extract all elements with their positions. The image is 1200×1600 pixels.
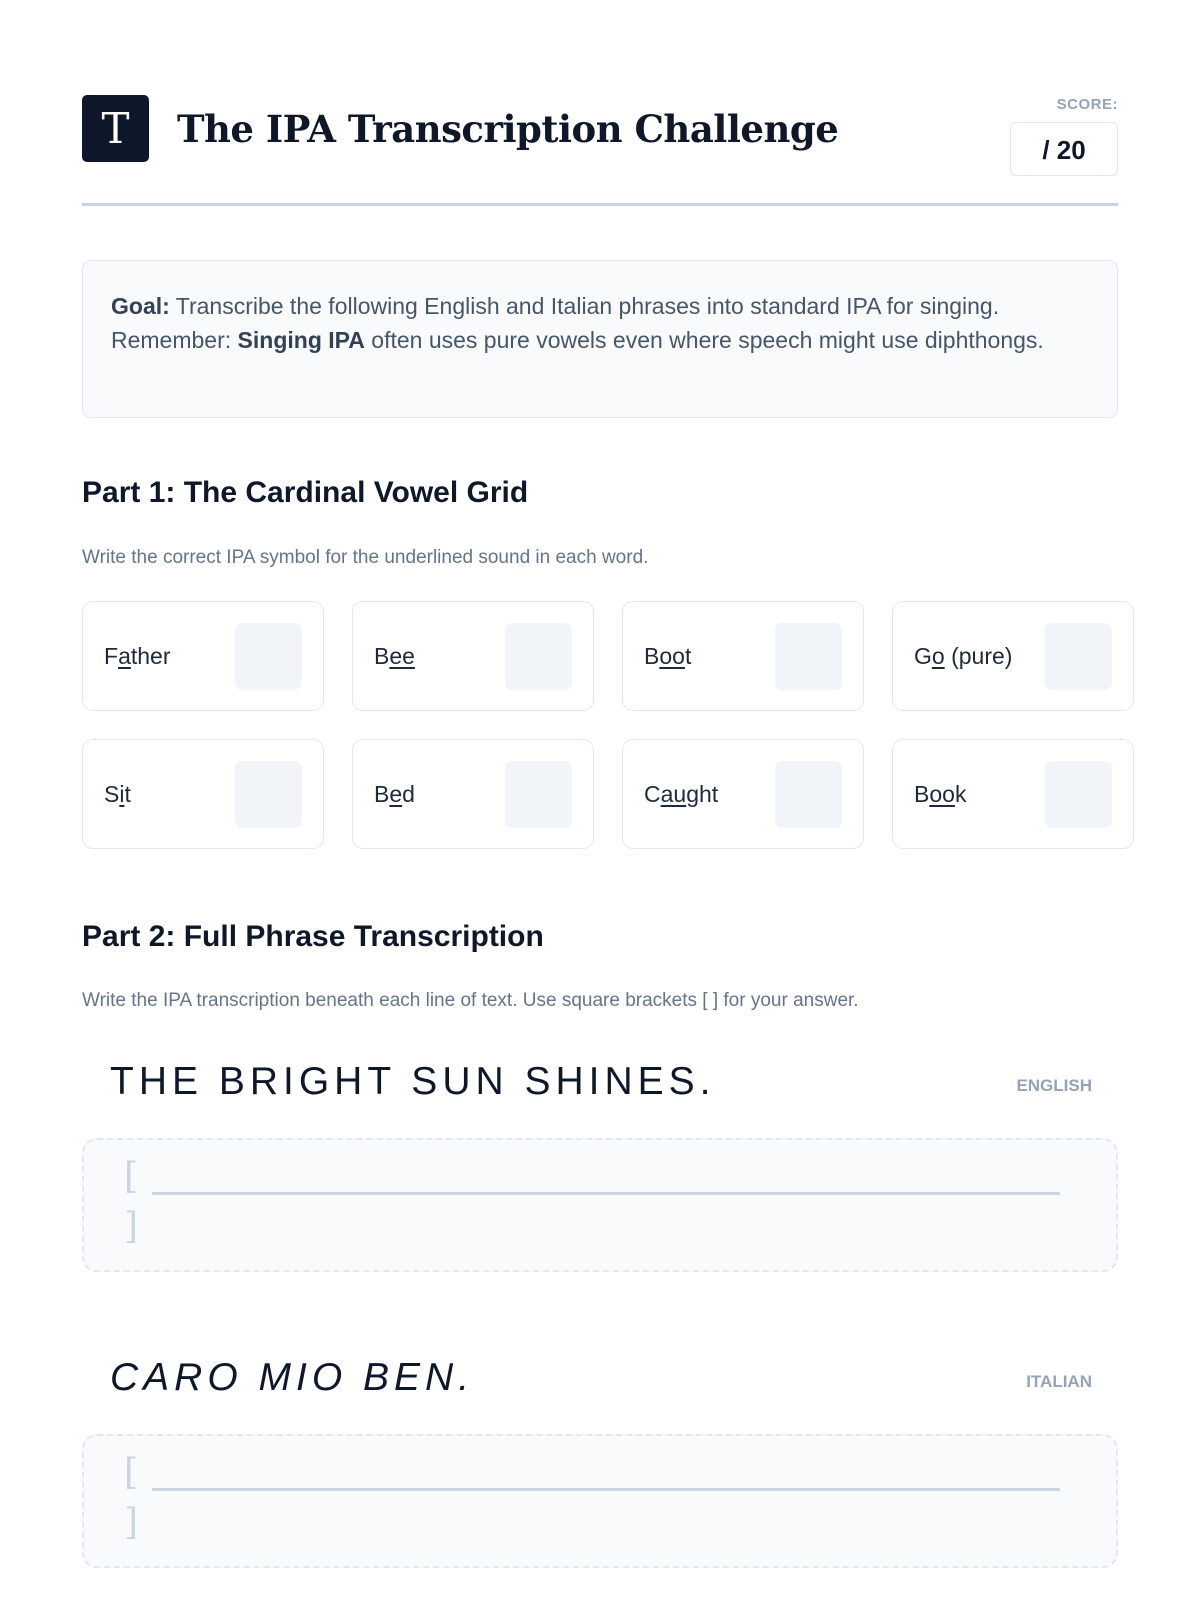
vowel-word: Caught [644, 780, 719, 807]
vowel-answer-input[interactable] [235, 761, 302, 828]
goal-remember: Remember: [111, 327, 238, 353]
part1-title: Part 1: The Cardinal Vowel Grid [82, 476, 529, 509]
phrase-answer-box[interactable] [82, 1138, 1118, 1272]
vowel-word: Bee [374, 642, 415, 669]
open-bracket: [ [124, 1452, 139, 1493]
close-bracket: ] [124, 1206, 139, 1247]
vowel-word: Go (pure) [914, 642, 1013, 669]
vowel-word: Boot [644, 642, 692, 669]
vowel-card [622, 601, 864, 711]
part2-title: Part 2: Full Phrase Transcription [82, 920, 544, 953]
language-label: ITALIAN [1026, 1372, 1092, 1391]
vowel-card [892, 601, 1134, 711]
vowel-word: Book [914, 780, 967, 807]
vowel-word: Bed [374, 780, 415, 807]
vowel-answer-input[interactable] [1045, 761, 1112, 828]
phrase-text: CARO MIO BEN. [110, 1356, 475, 1399]
vowel-card [82, 601, 324, 711]
vowel-card [352, 739, 594, 849]
vowel-answer-input[interactable] [235, 623, 302, 690]
vowel-word: Father [104, 642, 171, 669]
vowel-card [622, 739, 864, 849]
phrase-text: THE BRIGHT SUN SHINES. [110, 1060, 716, 1103]
vowel-grid [82, 601, 1118, 849]
score-box[interactable]: / 20 [1010, 122, 1118, 176]
vowel-answer-input[interactable] [505, 761, 572, 828]
vowel-answer-input[interactable] [505, 623, 572, 690]
logo: T [82, 95, 149, 162]
part2-description: Write the IPA transcription beneath each line of text. Use square brackets [ ] for your answer. [82, 990, 859, 1011]
part1-description: Write the correct IPA symbol for the underlined sound in each word. [82, 547, 649, 568]
goal-text: Transcribe the following English and Italian phrases into standard IPA for singing. [169, 293, 1000, 319]
vowel-answer-input[interactable] [775, 623, 842, 690]
page-title: The IPA Transcription Challenge [177, 107, 839, 151]
vowel-answer-input[interactable] [1045, 623, 1112, 690]
open-bracket: [ [124, 1156, 139, 1197]
phrase-answer-box[interactable] [82, 1434, 1118, 1568]
vowel-answer-input[interactable] [775, 761, 842, 828]
answer-line [152, 1192, 1060, 1195]
vowel-card [892, 739, 1134, 849]
goal-emphasis: Singing IPA [237, 327, 365, 353]
vowel-card [352, 601, 594, 711]
vowel-card [82, 739, 324, 849]
vowel-word: Sit [104, 780, 131, 807]
language-label: ENGLISH [1016, 1076, 1092, 1095]
goal-label: Goal: [111, 293, 170, 319]
header [82, 0, 1118, 206]
score-label: SCORE: [1056, 96, 1118, 113]
answer-line [152, 1488, 1060, 1491]
close-bracket: ] [124, 1502, 139, 1543]
goal-text-end: often uses pure vowels even where speech might use diphthongs. [364, 327, 1044, 353]
goal-box [82, 260, 1118, 418]
